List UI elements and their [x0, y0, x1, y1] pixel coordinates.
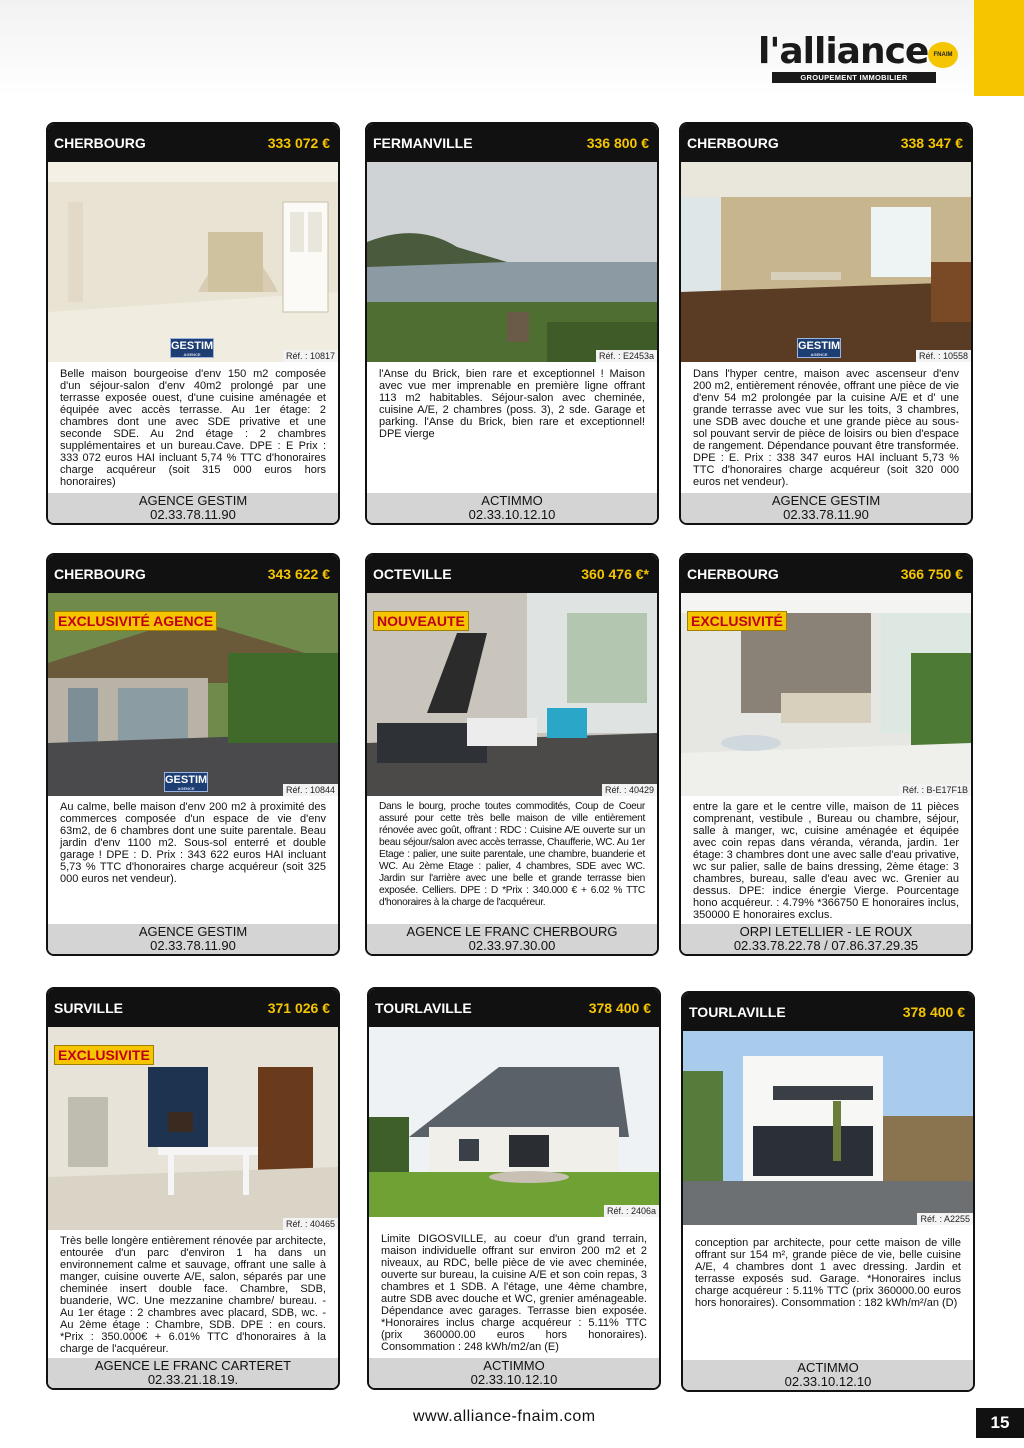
listing-description: entre la gare et le centre ville, maison de 11 pièces comprenant, vestibule , Bureau ou chambre, séjour, salle à manger, wc, cuisine aménagée et équipée avec coin repas dans véranda, véranda, jardin. 1er étage: 3 chambres dont une avec salle d'eau privative, wc sur palier, salle de bains dressing, 2ème étage: 3 chambres, bureau, salle d'eau avec wc. Grenier au dessus. DPE: indice énergie Vierge. Pourcentage hono acquéreur. : 4.79% *366750 E honoraires inclus, 350000 E honoraires exclus.: [693, 801, 959, 921]
listing-header: [48, 555, 338, 593]
listing-header: [681, 555, 971, 593]
living-room-photo[interactable]: [681, 162, 971, 362]
listing-card[interactable]: [46, 553, 340, 956]
listing-header: [369, 989, 659, 1027]
agency-name: AGENCE GESTIM: [138, 493, 248, 508]
agency-name: ORPI LETELLIER - LE ROUX: [739, 924, 913, 939]
gestim-logo: GESTIM AGENCE: [165, 774, 208, 791]
listing-card[interactable]: [365, 553, 659, 956]
agency-phone[interactable]: 02.33.78.11.90: [150, 507, 236, 522]
agency-name: AGENCE LE FRANC CHERBOURG: [406, 924, 618, 939]
listing-description: Dans le bourg, proche toutes commodités, Coup de Coeur assuré pour cette très belle maison de ville entièrement rénovée avec goût, offrant : RDC : Cuisine A/E ouverte sur un beau séjour/salon avec accès terrasse, Chaufferie, WC. Au 1er Etage : palier, une suite parentale, une chambre, buanderie et WC. Au 2ème Etage : palier, 4 chambres, SDE avec WC. Jardin sur l'arrière avec une belle et grande terrasse bien exposée. Celliers. DPE : D *Prix : 340.000 € + 6.02 % TTC d'honoraires à la charge de l'acquéreur.: [379, 801, 645, 908]
listing-city: CHERBOURG: [54, 566, 146, 582]
agency-phone[interactable]: 02.33.21.18.19.: [147, 1372, 239, 1387]
agency-phone[interactable]: 02.33.78.22.78 / 07.86.37.29.35: [733, 938, 919, 953]
listing-footer: [367, 924, 657, 954]
listing-city: TOURLAVILLE: [689, 1004, 786, 1020]
agency-phone[interactable]: 02.33.97.30.00: [468, 938, 556, 953]
listing-price: 371 026 €: [267, 1000, 330, 1016]
listing-price: 338 347 €: [900, 135, 963, 151]
listing-price: 343 622 €: [267, 566, 330, 582]
agency-name: ACTIMMO: [797, 1360, 859, 1375]
header-accent-bar: [974, 0, 1024, 96]
listing-city: SURVILLE: [54, 1000, 123, 1016]
reference-number: Réf. : A2255: [917, 1213, 973, 1225]
exclusive-badge: EXCLUSIVITE: [54, 1045, 154, 1065]
listing-city: OCTEVILLE: [373, 566, 452, 582]
listing-footer: [681, 493, 971, 523]
listing-card[interactable]: [679, 553, 973, 956]
listing-footer: [48, 493, 338, 523]
reference-number: Réf. : 40465: [283, 1218, 338, 1230]
listing-footer: [681, 924, 971, 954]
alliance-logo[interactable]: [758, 31, 958, 84]
listing-header: [367, 124, 657, 162]
agency-name: ACTIMMO: [483, 1358, 545, 1373]
modern-house-photo[interactable]: [683, 1031, 973, 1225]
listing-header: [683, 993, 973, 1031]
reference-number: Réf. : 10558: [916, 350, 971, 362]
listing-price: 378 400 €: [588, 1000, 651, 1016]
reference-number: Réf. : E2453a: [596, 350, 657, 362]
listing-price: 360 476 €*: [581, 566, 649, 582]
listing-description: Belle maison bourgeoise d'env 150 m2 composée d'un séjour-salon d'env 40m2 prolongé par une terrasse exposée ouest, d'une cuisine aménagée et équipée avec accès terrasse. Au 1er étage: 2 chambres dont une avec SDE privative et une seconde SDE. Au 2nd étage : 2 chambres supplémentaires et un bureau.Cave. DPE : E Prix : 333 072 euros HAI incluant 5,74 % TTC d'honoraires charge acquéreur (soit 315 000 euros hors honoraires): [60, 368, 326, 488]
agency-name: AGENCE GESTIM: [138, 924, 248, 939]
listing-card[interactable]: [365, 122, 659, 525]
listing-card[interactable]: [681, 991, 975, 1392]
logo-tagline: GROUPEMENT IMMOBILIER: [772, 72, 936, 83]
listing-header: [48, 124, 338, 162]
gestim-logo: GESTIM AGENCE: [171, 340, 214, 357]
listing-card[interactable]: [46, 987, 340, 1390]
listing-footer: [48, 924, 338, 954]
listing-card[interactable]: [367, 987, 661, 1390]
sea-view-photo[interactable]: [367, 162, 657, 362]
listing-city: CHERBOURG: [54, 135, 146, 151]
listing-header: [367, 555, 657, 593]
listing-price: 378 400 €: [902, 1004, 965, 1020]
listing-header: [48, 989, 338, 1027]
reference-number: Réf. : B-E17F1B: [899, 784, 971, 796]
terrace-photo[interactable]: [48, 593, 338, 796]
reference-number: Réf. : 40429: [602, 784, 657, 796]
logo-word: l'alliance: [758, 31, 929, 72]
agency-name: AGENCE LE FRANC CARTERET: [94, 1358, 292, 1373]
listing-card[interactable]: [679, 122, 973, 525]
reference-number: Réf. : 2406a: [604, 1205, 659, 1217]
page-number: 15: [976, 1408, 1024, 1438]
listing-card[interactable]: [46, 122, 340, 525]
fnaim-coin-icon: FNAIM: [928, 42, 958, 68]
agency-phone[interactable]: 02.33.78.11.90: [783, 507, 869, 522]
agency-phone[interactable]: 02.33.10.12.10: [784, 1374, 872, 1389]
listing-header: [681, 124, 971, 162]
house-exterior-photo[interactable]: [369, 1027, 659, 1217]
listing-footer: [48, 1358, 338, 1388]
listing-city: CHERBOURG: [687, 135, 779, 151]
reference-number: Réf. : 10844: [283, 784, 338, 796]
listing-footer: [369, 1358, 659, 1388]
listing-price: 336 800 €: [586, 135, 649, 151]
agency-phone[interactable]: 02.33.10.12.10: [470, 1372, 558, 1387]
listing-footer: [683, 1360, 973, 1390]
agency-name: AGENCE GESTIM: [771, 493, 881, 508]
listing-city: CHERBOURG: [687, 566, 779, 582]
listing-city: TOURLAVILLE: [375, 1000, 472, 1016]
exclusive-badge: EXCLUSIVITÉ AGENCE: [54, 611, 217, 631]
page-header: [0, 0, 1024, 96]
listing-footer: [367, 493, 657, 523]
agency-name: ACTIMMO: [481, 493, 543, 508]
listing-price: 333 072 €: [267, 135, 330, 151]
listing-price: 366 750 €: [900, 566, 963, 582]
interior-hall-photo[interactable]: [48, 162, 338, 362]
listing-description: Au calme, belle maison d'env 200 m2 à proximité des commerces composée d'un espace de vie d'env 63m2, de 6 chambres dont une suite parentale. Beau jardin d'env 1100 m2. Sous-sol enterré et double garage ! DPE : D. Prix : 343 622 euros HAI incluant 5,73 % TTC d'honoraires charge acquéreur (soit 325 000 euros net vendeur).: [60, 801, 326, 885]
website-link[interactable]: www.alliance-fnaim.com: [413, 1408, 596, 1425]
exclusive-badge: EXCLUSIVITÉ: [687, 611, 787, 631]
lounge-photo[interactable]: [367, 593, 657, 796]
gestim-logo: GESTIM AGENCE: [798, 340, 841, 357]
listing-description: Très belle longère entièrement rénovée par architecte, entourée d'un parc d'environ 1 ha dans un environnement calme et sauvage, offrant une salle à manger, cuisine ouverte A/E, salon, séparés par une cheminée insert double face. Chambre, SDB, buanderie, WC. Une mezzanine chambre/ bureau. - Au 1er étage : 2 chambres avec placard, SDB, wc. - Au 2ème étage : Chambre, SDB. DPE : en cours. *Prix : 350.000€ + 6.01% TTC d'honoraires à la charge de l'acquéreur.: [60, 1235, 326, 1355]
listing-description: conception par architecte, pour cette maison de ville offrant sur 154 m², grande pièce de vie, belle cuisine A/E, 4 chambres dont 1 avec dressing. Jardin et terrasse exposés sud. Garage. *Honoraires inclus charge acquéreur : 5.11% TTC (prix 360000.00 euros hors honoraires). Consommation : 182 kWh/m²/an (D): [695, 1237, 961, 1309]
dining-room-photo[interactable]: [48, 1027, 338, 1230]
listing-city: FERMANVILLE: [373, 135, 473, 151]
listing-description: Dans l'hyper centre, maison avec ascenseur d'env 200 m2, entièrement rénovée, offrant une pièce de vie d'env 54 m2 prolongée par la cuisine A/E et d' une grande terrasse avec vue sur les toits, 3 chambres, une SDB avec douche et une grande pièce au sous-sol pouvant servir de pièce de loisirs ou bien d'espace de rangement. Dépendance pouvant être transformée. DPE : E. Prix : 338 347 euros HAI incluant 5,73 % TTC d'honoraires charge acquéreur (soit 320 000 euros net vendeur).: [693, 368, 959, 488]
listing-description: Limite DIGOSVILLE, au coeur d'un grand terrain, maison individuelle offrant sur environ 200 m2 et 2 niveaux, au RDC, belle pièce de vie avec cheminée, ouverte sur bureau, la cuisine A/E et son coin repas, 3 chambres et 1 SDB. A l'étage, une 4ème chambre, autre SDB avec douche et WC, grenier aménageable. Dépendance avec garages. Terrasse bien exposée. *Honoraires inclus charge acquéreur : 5.11% TTC (prix 360000.00 euros hors honoraires). Consommation : 248 kWh/m2/an (E): [381, 1233, 647, 1353]
reference-number: Réf. : 10817: [283, 350, 338, 362]
new-listing-badge: NOUVEAUTE: [373, 611, 469, 631]
veranda-photo[interactable]: [681, 593, 971, 796]
agency-phone[interactable]: 02.33.10.12.10: [468, 507, 556, 522]
agency-phone[interactable]: 02.33.78.11.90: [150, 938, 236, 953]
listing-description: l'Anse du Brick, bien rare et exceptionnel ! Maison avec vue mer imprenable en première ligne offrant 113 m2 habitables. Séjour-salon avec cheminée, cuisine A/E, 2 chambres (poss. 3), 2 sde. Garage et parking. l'Anse du Brick, bien rare et exceptionnel! DPE vierge: [379, 368, 645, 440]
